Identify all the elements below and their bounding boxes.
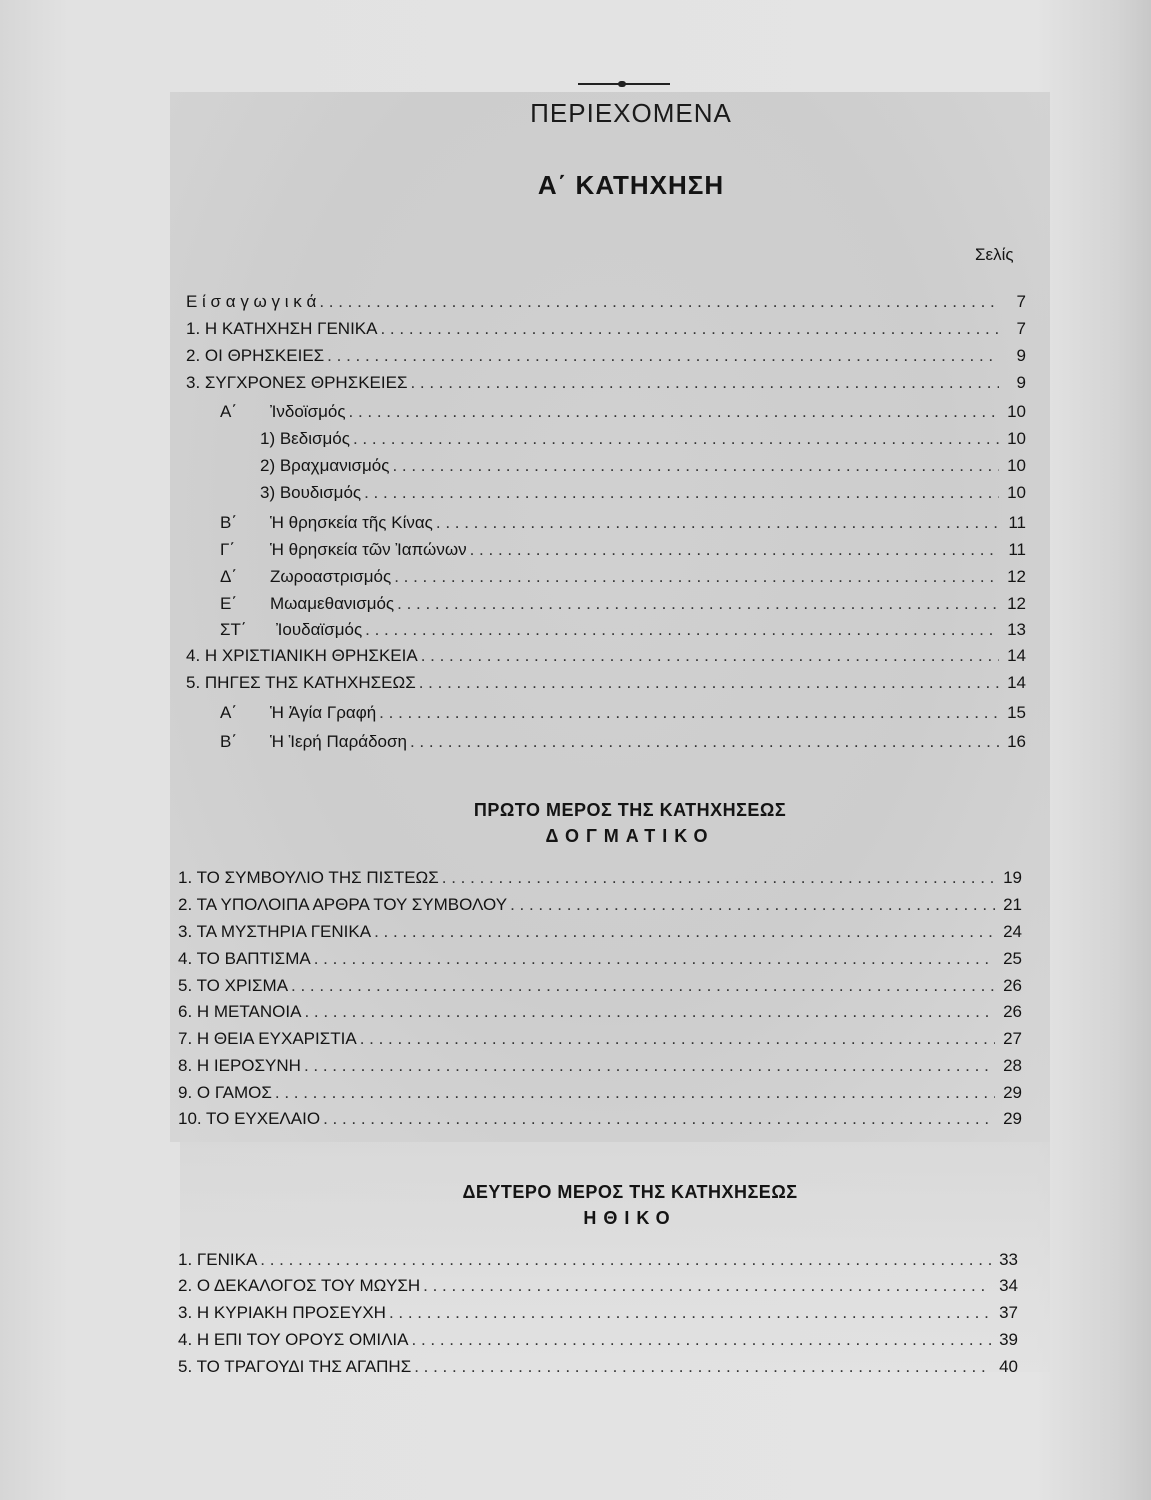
toc-label: Ἡ θρησκεία τῆς Κίνας: [270, 513, 433, 532]
leader-dots: [436, 513, 999, 533]
toc-label: 5. ΠΗΓΕΣ ΤΗΣ ΚΑΤΗΧΗΣΕΩΣ: [186, 673, 416, 692]
leader-dots: [423, 1276, 991, 1296]
toc-page-number: 27: [1003, 1029, 1022, 1048]
toc-entry: [178, 976, 1022, 998]
toc-page-number: 14: [1007, 646, 1026, 665]
toc-label: 3. ΤΑ ΜΥΣΤΗΡΙΑ ΓΕΝΙΚΑ: [178, 922, 372, 941]
toc-entry: [220, 513, 1026, 535]
toc-label: 1. Η ΚΑΤΗΧΗΣΗ ΓΕΝΙΚΑ: [186, 319, 378, 338]
toc-label: Ἡ θρησκεία τῶν Ἰαπώνων: [270, 540, 467, 559]
toc-marker: Ε΄: [220, 594, 237, 613]
leader-dots: [304, 1056, 995, 1076]
toc-entry: [186, 646, 1026, 668]
toc-entry: [178, 922, 1022, 944]
toc-page-number: 25: [1003, 949, 1022, 968]
toc-label: 2. ΤΑ ΥΠΟΛΟΙΠΑ ΑΡΘΡΑ ΤΟΥ ΣΥΜΒΟΛΟΥ: [178, 895, 508, 914]
leader-dots: [470, 540, 999, 560]
toc-label: 3) Βουδισμός: [260, 483, 362, 502]
leader-dots: [319, 292, 999, 312]
leader-dots: [410, 373, 999, 393]
toc-marker: Α΄: [220, 402, 237, 421]
toc-entry: [186, 346, 1026, 368]
leader-dots: [389, 1303, 991, 1323]
toc-page-number: 10: [1007, 456, 1026, 475]
leader-dots: [414, 1357, 991, 1377]
toc-entry: [178, 1303, 1018, 1325]
decorative-rule-ornament: [618, 81, 626, 87]
toc-entry: [220, 402, 1026, 424]
toc-page-number: 34: [999, 1276, 1018, 1295]
part2-subtitle: ΗΘΙΚΟ: [583, 1208, 677, 1228]
toc-label: 7. Η ΘΕΙΑ ΕΥΧΑΡΙΣΤΙΑ: [178, 1029, 357, 1048]
toc-label: 9. Ο ΓΑΜΟΣ: [178, 1083, 272, 1102]
part1-subtitle: ΔΟΓΜΑΤΙΚΟ: [545, 826, 715, 846]
toc-page-number: 10: [1007, 402, 1026, 421]
toc-label: 4. Η ΧΡΙΣΤΙΑΝΙΚΗ ΘΡΗΣΚΕΙΑ: [186, 646, 418, 665]
toc-label: Ἰουδαϊσμός: [276, 620, 363, 639]
toc-label: Ἡ Ἁγία Γραφή: [270, 703, 377, 722]
leader-dots: [392, 456, 999, 476]
leader-dots: [419, 673, 999, 693]
toc-page-number: 11: [1008, 540, 1026, 559]
leader-dots: [291, 976, 995, 996]
toc-page-number: 15: [1007, 703, 1026, 722]
toc-label: 1. ΓΕΝΙΚΑ: [178, 1250, 258, 1269]
toc-label: 1. ΤΟ ΣΥΜΒΟΥΛΙΟ ΤΗΣ ΠΙΣΤΕΩΣ: [178, 868, 439, 887]
toc-label: 8. Η ΙΕΡΟΣΥΝΗ: [178, 1056, 301, 1075]
toc-label: 5. ΤΟ ΧΡΙΣΜΑ: [178, 976, 289, 995]
toc-entry: [186, 319, 1026, 341]
toc-label: 10. ΤΟ ΕΥΧΕΛΑΙΟ: [178, 1109, 321, 1128]
toc-entry: [178, 1250, 1018, 1272]
toc-entry: [220, 540, 1026, 562]
toc-entry: [178, 868, 1022, 890]
toc-entry: [220, 594, 1026, 616]
toc-entry: [260, 429, 1026, 451]
toc-page-number: 39: [999, 1330, 1018, 1349]
toc-page-number: 28: [1003, 1056, 1022, 1075]
toc-marker: Α΄: [220, 703, 237, 722]
toc-page-number: 37: [999, 1303, 1018, 1322]
toc-entry: [178, 1056, 1022, 1078]
toc-page-number: 7: [1016, 319, 1026, 338]
toc-marker: Δ΄: [220, 567, 238, 586]
toc-label: Ζωροαστρισμός: [270, 567, 392, 586]
leader-dots: [380, 319, 999, 339]
leader-dots: [314, 949, 995, 969]
leader-dots: [365, 620, 999, 640]
part-title: Α΄ ΚΑΤΗΧΗΣΗ: [537, 170, 725, 200]
toc-page-number: 12: [1007, 594, 1026, 613]
toc-label: Ἡ Ἱερή Παράδοση: [270, 732, 407, 751]
toc-page-number: 10: [1007, 429, 1026, 448]
leader-dots: [353, 429, 999, 449]
toc-page-number: 26: [1003, 976, 1022, 995]
part1-title: ΠΡΩΤΟ ΜΕΡΟΣ ΤΗΣ ΚΑΤΗΧΗΣΕΩΣ: [473, 800, 787, 820]
toc-page-number: 13: [1007, 620, 1026, 639]
toc-label: 2. Ο ΔΕΚΑΛΟΓΟΣ ΤΟΥ ΜΩΥΣΗ: [178, 1276, 421, 1295]
leader-dots: [379, 703, 999, 723]
toc-page-number: 26: [1003, 1002, 1022, 1021]
toc-entry: [220, 703, 1026, 725]
toc-entry: [178, 1276, 1018, 1298]
toc-entry: [178, 1109, 1022, 1131]
leader-dots: [510, 895, 995, 915]
part2-title: ΔΕΥΤΕΡΟ ΜΕΡΟΣ ΤΗΣ ΚΑΤΗΧΗΣΕΩΣ: [462, 1182, 798, 1202]
leader-dots: [327, 346, 999, 366]
toc-marker: ΣΤ΄: [220, 620, 247, 639]
toc-entry: [178, 1083, 1022, 1105]
toc-label: 3. Η ΚΥΡΙΑΚΗ ΠΡΟΣΕΥΧΗ: [178, 1303, 386, 1322]
leader-dots: [394, 567, 999, 587]
toc-entry: [178, 1002, 1022, 1024]
toc-entry: [178, 895, 1022, 917]
toc-entry: [178, 1357, 1018, 1379]
toc-page-number: 33: [999, 1250, 1018, 1269]
toc-label: 3. ΣΥΓΧΡΟΝΕΣ ΘΡΗΣΚΕΙΕΣ: [186, 373, 408, 392]
leader-dots: [304, 1002, 995, 1022]
toc-label: 2. ΟΙ ΘΡΗΣΚΕΙΕΣ: [186, 346, 325, 365]
toc-page-number: 40: [999, 1357, 1018, 1376]
toc-page-number: 16: [1007, 732, 1026, 751]
toc-entry: [260, 483, 1026, 505]
toc-label: 6. Η ΜΕΤΑΝΟΙΑ: [178, 1002, 302, 1021]
toc-page-number: 21: [1003, 895, 1022, 914]
page-column-label: Σελίς: [975, 245, 1014, 264]
toc-page-number: 10: [1007, 483, 1026, 502]
toc-entry: [220, 567, 1026, 589]
leader-dots: [442, 868, 995, 888]
toc-entry: [178, 1029, 1022, 1051]
toc-page-number: 14: [1007, 673, 1026, 692]
toc-entry: [178, 949, 1022, 971]
toc-page-number: 29: [1003, 1083, 1022, 1102]
toc-entry: [220, 620, 1026, 642]
toc-label: 4. Η ΕΠΙ ΤΟΥ ΟΡΟΥΣ ΟΜΙΛΙΑ: [178, 1330, 409, 1349]
toc-entry: [186, 673, 1026, 695]
toc-label: Ε ί σ α γ ω γ ι κ ά: [186, 292, 317, 311]
leader-dots: [323, 1109, 995, 1129]
toc-marker: Β΄: [220, 513, 237, 532]
toc-page-number: 19: [1003, 868, 1022, 887]
leader-dots: [410, 732, 999, 752]
toc-label: 4. ΤΟ ΒΑΠΤΙΣΜΑ: [178, 949, 311, 968]
toc-label: 5. ΤΟ ΤΡΑΓΟΥΔΙ ΤΗΣ ΑΓΑΠΗΣ: [178, 1357, 412, 1376]
toc-label: Μωαμεθανισμός: [270, 594, 395, 613]
toc-page-number: 9: [1016, 373, 1026, 392]
toc-entry: [186, 292, 1026, 314]
leader-dots: [364, 483, 999, 503]
toc-page-number: 24: [1003, 922, 1022, 941]
leader-dots: [260, 1250, 991, 1270]
toc-entry: [178, 1330, 1018, 1352]
toc-marker: Β΄: [220, 732, 237, 751]
leader-dots: [275, 1083, 995, 1103]
toc-label: 1) Βεδισμός: [260, 429, 350, 448]
toc-page-number: 12: [1007, 567, 1026, 586]
leader-dots: [421, 646, 999, 666]
toc-entry: [220, 732, 1026, 754]
leader-dots: [412, 1330, 992, 1350]
page-title: ΠΕΡΙΕΧΟΜΕΝΑ: [530, 98, 732, 128]
leader-dots: [397, 594, 999, 614]
toc-page-number: 11: [1008, 513, 1026, 532]
leader-dots: [374, 922, 995, 942]
toc-page-number: 29: [1003, 1109, 1022, 1128]
toc-page-number: 9: [1016, 346, 1026, 365]
leader-dots: [349, 402, 999, 422]
toc-page-number: 7: [1016, 292, 1026, 311]
toc-marker: Γ΄: [220, 540, 236, 559]
leader-dots: [360, 1029, 995, 1049]
toc-label: Ἰνδοϊσμός: [270, 402, 346, 421]
toc-label: 2) Βραχμανισμός: [260, 456, 390, 475]
toc-entry: [186, 373, 1026, 395]
toc-entry: [260, 456, 1026, 478]
